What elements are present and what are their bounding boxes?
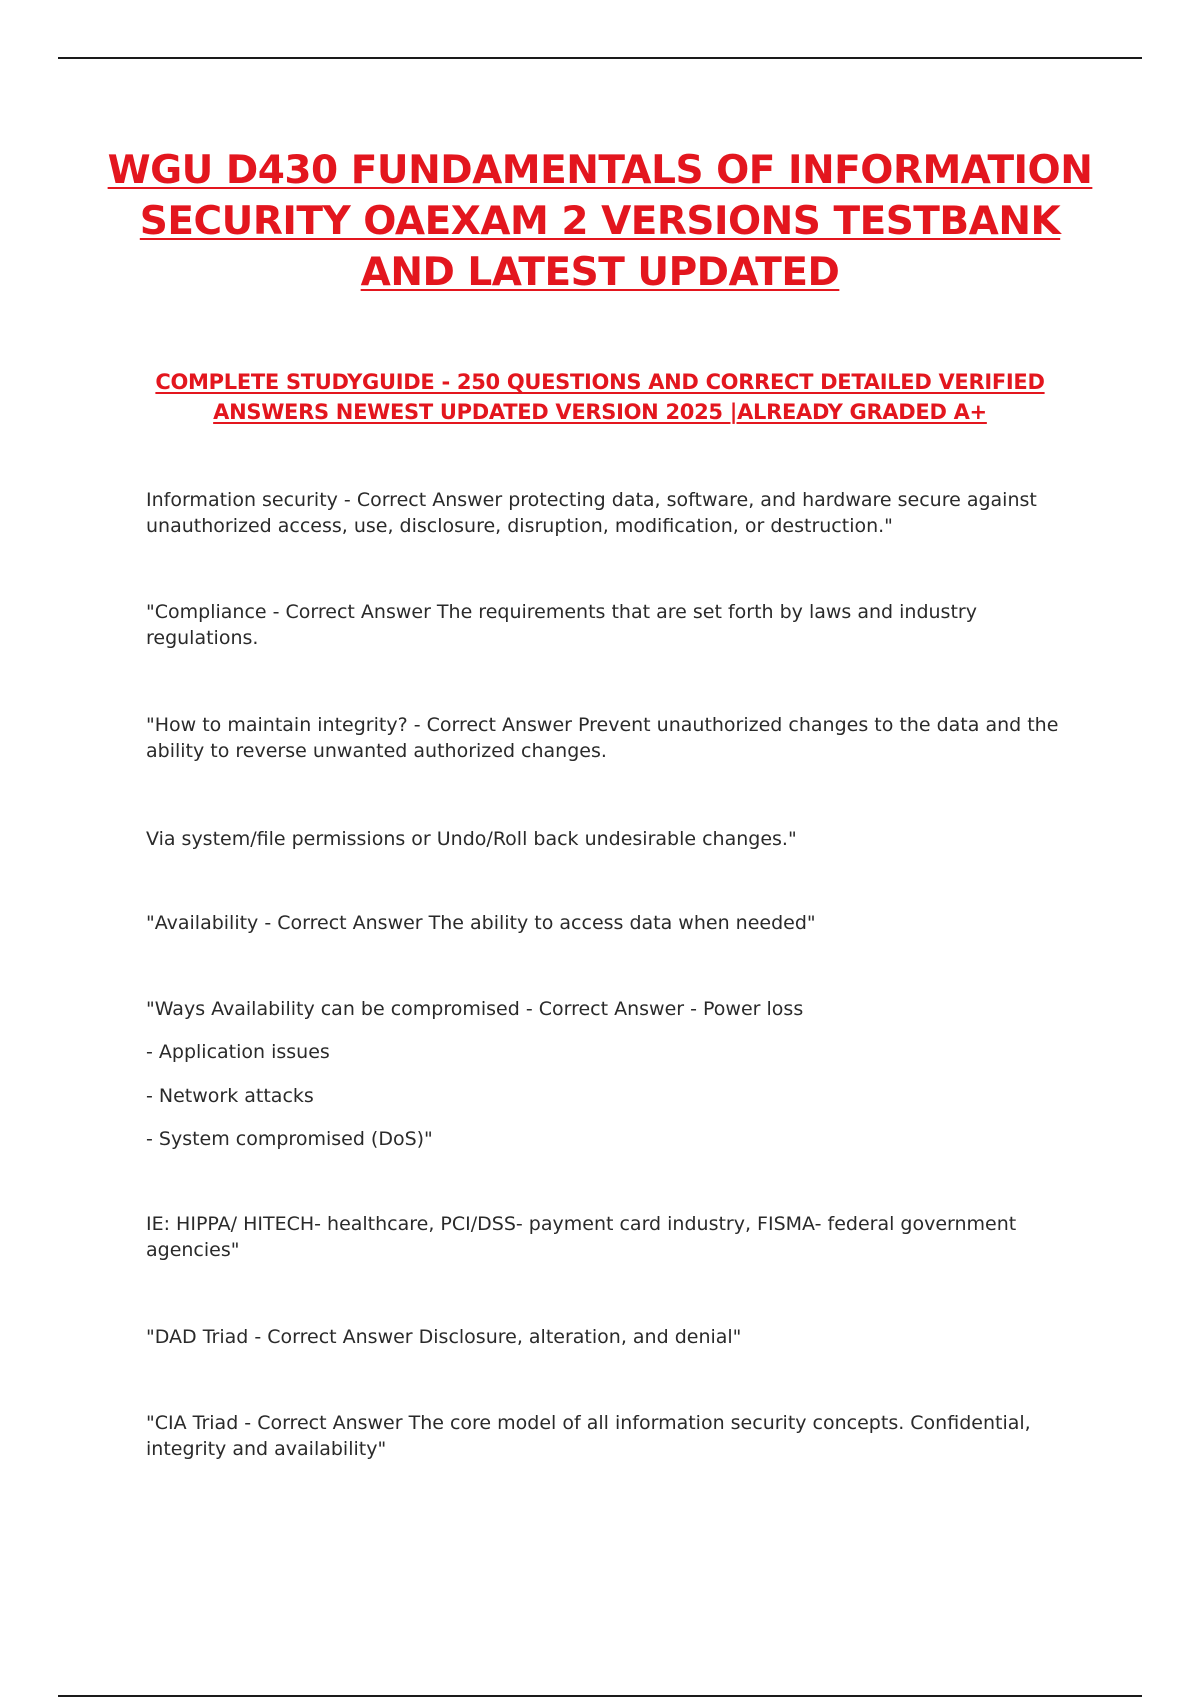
entry-dad-triad: "DAD Triad - Correct Answer Disclosure, alteration, and denial": [146, 1326, 742, 1348]
entry-availability-compromised: "Ways Availability can be compromised - Correct Answer - Power loss: [146, 998, 804, 1020]
top-rule: [58, 57, 1142, 59]
entry-cia-triad: "CIA Triad - Correct Answer The core model of all information security concepts. Confidential, integrity and availability": [146, 1412, 1031, 1460]
entry-application-issues: - Application issues: [146, 1041, 330, 1063]
entry-availability: "Availability - Correct Answer The ability to access data when needed": [146, 912, 816, 934]
entry-information-security: Information security - Correct Answer protecting data, software, and hardware secure against unauthorized access, use, disclosure, disruption, modification, or destruction.": [146, 489, 1037, 537]
entry-integrity: "How to maintain integrity? - Correct Answer Prevent unauthorized changes to the data and the ability to reverse unwanted authorized changes.: [146, 714, 1059, 762]
document-subtitle: COMPLETE STUDYGUIDE - 250 QUESTIONS AND CORRECT DETAILED VERIFIED ANSWERS NEWEST UPDATED VERSION 2025 |ALREADY GRADED A+: [155, 370, 1045, 424]
document-title: WGU D430 FUNDAMENTALS OF INFORMATION SECURITY OAEXAM 2 VERSIONS TESTBANK AND LATEST UPDATED: [107, 148, 1093, 295]
entry-compliance: "Compliance - Correct Answer The requirements that are set forth by laws and industry regulations.: [146, 601, 977, 649]
entry-compliance-examples: IE: HIPPA/ HITECH- healthcare, PCI/DSS- payment card industry, FISMA- federal government agencies": [146, 1213, 1017, 1261]
entry-integrity-continued: Via system/file permissions or Undo/Roll back undesirable changes.": [146, 828, 797, 850]
entry-system-compromised: - System compromised (DoS)": [146, 1128, 433, 1150]
bottom-rule: [58, 1695, 1142, 1697]
entry-network-attacks: - Network attacks: [146, 1085, 314, 1107]
